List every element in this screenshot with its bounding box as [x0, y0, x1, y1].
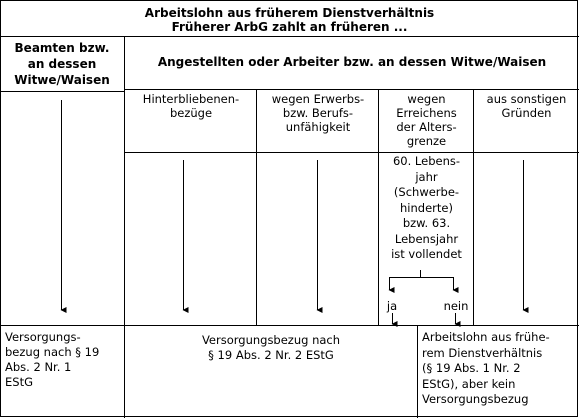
branch-no-label: nein: [443, 299, 469, 313]
group-beamten: Beamten bzw. an dessen Witwe/Waisen: [14, 41, 110, 87]
condition-age: 60. Lebens- jahr (Schwerbe- hinderte) bzw. 63. Lebensjahr ist vollendet: [391, 154, 462, 261]
outcome-versorgungsbezug-nr1: Versorgungs- bezug nach § 19 Abs. 2 Nr. 1 EStG: [5, 330, 100, 389]
subcategory-erwerbs: wegen Erwerbs- bzw. Berufs- unfähigkeit: [271, 92, 365, 134]
header-subtitle: Früherer ArbG zahlt an früheren ...: [171, 20, 408, 34]
outcome-versorgungsbezug-nr2: Versorgungsbezug nach § 19 Abs. 2 Nr. 2 EStG: [201, 333, 341, 362]
header-title: Arbeitslohn aus früherem Dienstverhältnis: [144, 6, 435, 20]
subcategory-sonstige: aus sonstigen Gründen: [486, 92, 567, 120]
branch-yes-label: ja: [386, 299, 398, 313]
outcome-arbeitslohn: Arbeitslohn aus frühe- rem Dienstverhältnis (§ 19 Abs. 1 Nr. 2 EStG), aber kein Versorgungsbezug: [422, 330, 550, 406]
subcategory-hinterbliebenen: Hinterbliebenen- bezüge: [142, 92, 240, 120]
group-angestellten: Angestellten oder Arbeiter bzw. an dessen Witwe/Waisen: [157, 55, 547, 69]
subcategory-altersgrenze: wegen Erreichens der Alters- grenze: [396, 92, 457, 148]
